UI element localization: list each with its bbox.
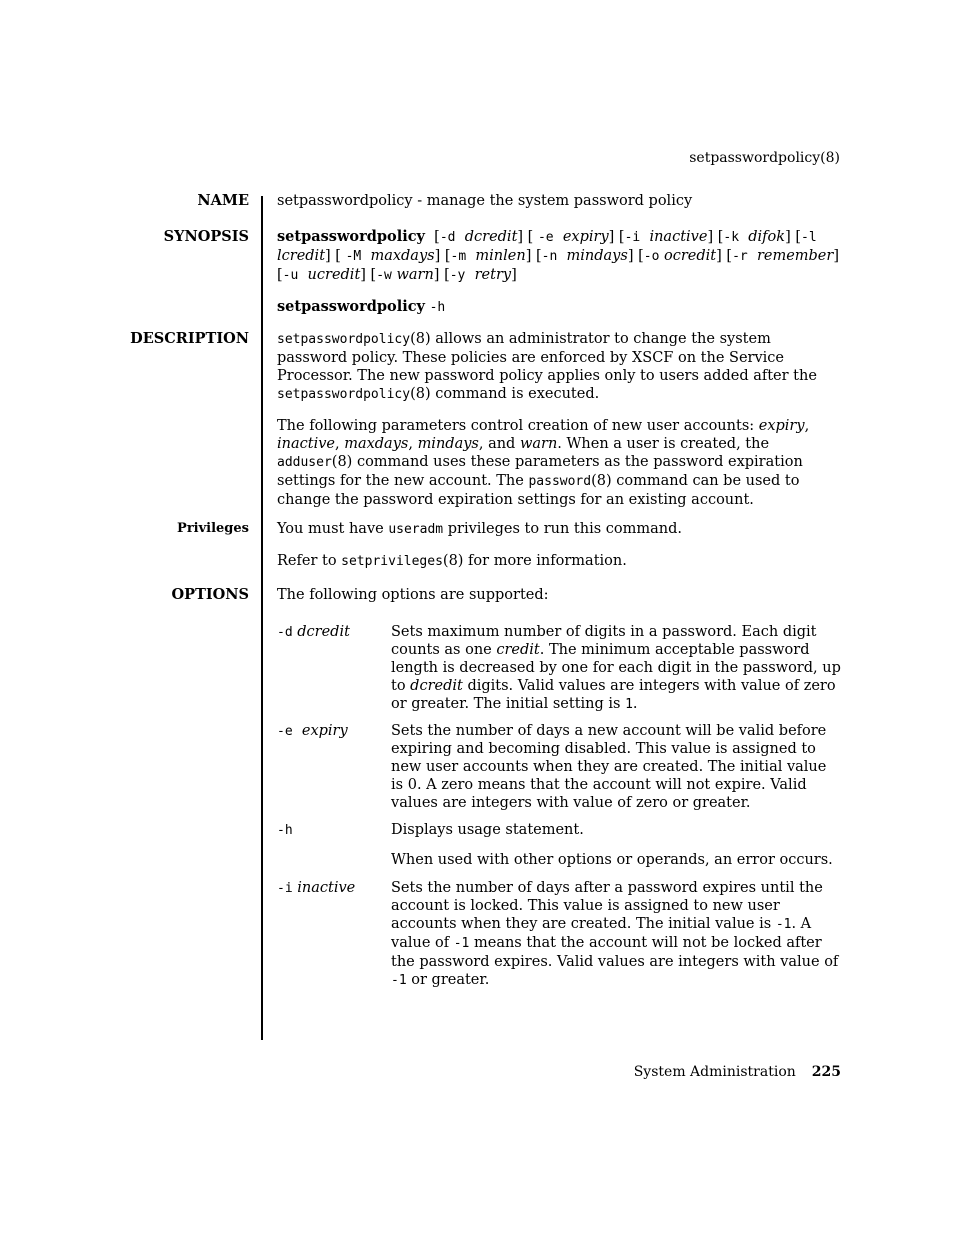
synopsis-line: setpasswordpolicy [-d dcredit] [ -e expiry] [-i inactive] [-k difok] [-l lcredit] [ -M maxdays] [-m minlen] [-n mindays] [-o ocredit] [-r remember] [-u ucredit] [-w warn] [-y retry] bbox=[277, 228, 839, 283]
synopsis-block bbox=[277, 228, 843, 317]
footer-title: System Administration bbox=[633, 1064, 796, 1080]
description-paragraph-1: setpasswordpolicy(8) allows an administrator to change the system password policy. These policies are enforced by XSCF on the Service Processor. The new password policy applies only to users added after the setpasswordpolicy(8) command is executed. bbox=[277, 331, 817, 402]
option-i-description: Sets the number of days after a password expires until the account is locked. This value is assigned to new user accounts when they are created. The initial value is -1. A value of -1 means that the account will not be locked after the password expires. Valid values are integers with value of -1 or greater. bbox=[391, 880, 839, 988]
name-text: setpasswordpolicy - manage the system password policy bbox=[277, 193, 693, 209]
page-number: 225 bbox=[811, 1064, 841, 1080]
synopsis-command: setpasswordpolicy bbox=[277, 228, 425, 245]
option-e-name: -e expiry bbox=[277, 723, 348, 739]
page-footer bbox=[634, 1064, 841, 1080]
options-intro: The following options are supported: bbox=[277, 587, 549, 603]
section-label-options: OPTIONS bbox=[171, 586, 249, 603]
option-h-name: -h bbox=[277, 823, 293, 838]
privileges-paragraph-1: You must have useradm privileges to run this command. bbox=[277, 521, 683, 537]
option-e-description: Sets the number of days a new account will be valid before expiring and becoming disabled. This value is assigned to new user accounts when they are created. The initial value is 0. A zero means that the account will not expire. Valid values are integers with value of zero or greater. bbox=[391, 723, 827, 811]
section-label-privileges: Privileges bbox=[177, 521, 249, 536]
description-block bbox=[277, 330, 843, 509]
section-label-description: DESCRIPTION bbox=[130, 330, 249, 347]
synopsis-help-line: setpasswordpolicy -h bbox=[277, 298, 446, 315]
privileges-paragraph-2: Refer to setprivileges(8) for more information. bbox=[277, 553, 627, 569]
vertical-rule bbox=[261, 196, 263, 1040]
option-h-description: Displays usage statement. When used with other options or operands, an error occurs. bbox=[391, 822, 833, 868]
option-d-name: -d dcredit bbox=[277, 624, 350, 640]
running-head: setpasswordpolicy(8) bbox=[689, 150, 840, 166]
section-label-name: NAME bbox=[197, 192, 249, 209]
section-label-synopsis: SYNOPSIS bbox=[163, 228, 249, 245]
option-i-name: -i inactive bbox=[277, 880, 356, 896]
description-paragraph-2: The following parameters control creation of new user accounts: expiry, inactive, maxdays, mindays, and warn. When a user is created, the adduser(8) command uses these parameters as the password expiration settings for the new account. The password(8) command can be used to change the password expiration settings for an existing account. bbox=[277, 418, 810, 508]
option-d-description: Sets maximum number of digits in a password. Each digit counts as one credit. The minimum acceptable password length is decreased by one for each digit in the password, up to dcredit digits. Valid values are integers with value of zero or greater. The initial setting is 1. bbox=[391, 624, 841, 712]
privileges-block bbox=[277, 520, 843, 571]
